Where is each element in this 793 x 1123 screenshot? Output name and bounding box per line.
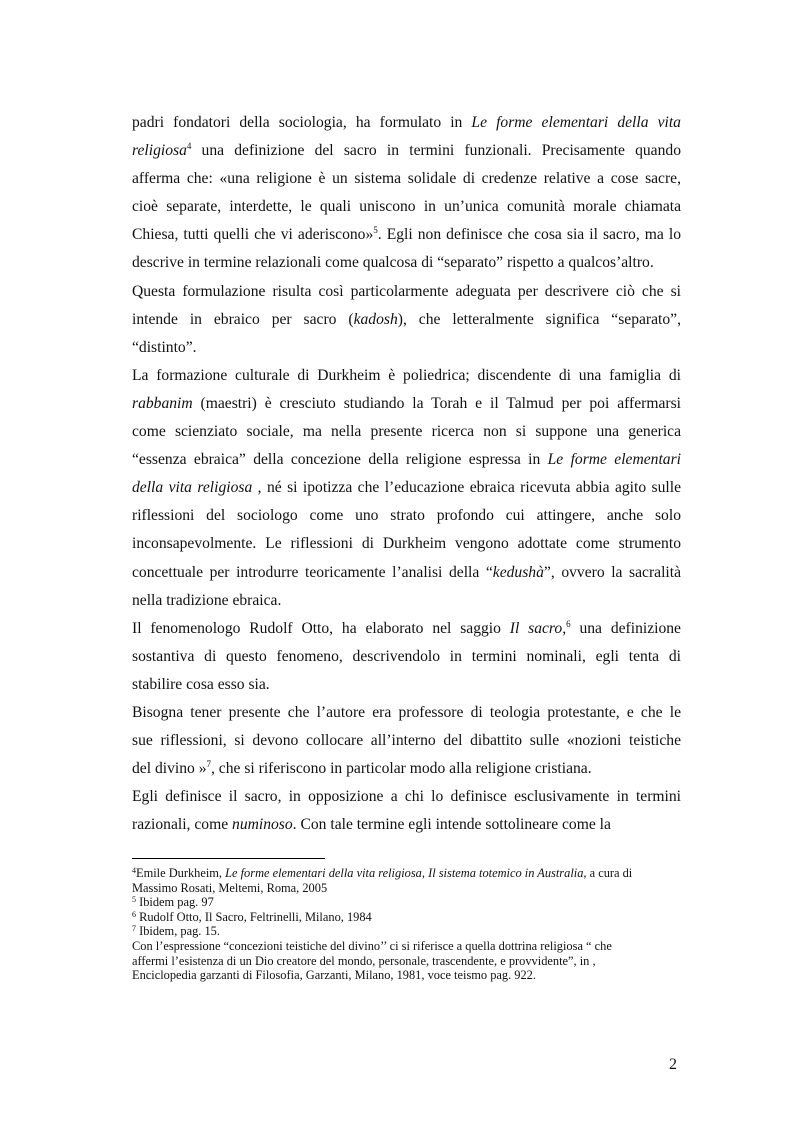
text-run: Ibidem, pag. 15.: [136, 924, 220, 939]
paragraph: [132, 109, 681, 278]
paragraph: [132, 278, 681, 362]
text-run: Ibidem pag. 97: [136, 895, 214, 910]
text-line: [132, 278, 681, 306]
footnote-ref: 6: [132, 909, 136, 919]
footnote-line: [132, 939, 692, 954]
text-run: intende in ebraico per sacro (: [132, 310, 354, 328]
body-text: [132, 109, 681, 839]
text-run: razionali, come: [132, 816, 233, 834]
italic-text: della vita religiosa: [132, 479, 253, 497]
footnote-line: [132, 881, 692, 896]
text-run: , che si riferiscono in particolar modo alla religione cristiana.: [211, 760, 592, 778]
italic-text: rabbanim: [132, 394, 193, 412]
page-number: 2: [669, 1056, 677, 1073]
text-run: afferma che: «una religione è un sistema solidale di credenze relative a cose sacre,: [132, 170, 681, 188]
paragraph: [132, 615, 681, 699]
text-run: “essenza ebraica” della concezione della religione espressa in: [132, 451, 548, 469]
italic-text: kedushà: [492, 563, 544, 581]
text-run: a cura di: [586, 866, 633, 880]
text-run: . Con tale termine egli intende sottolineare come la: [292, 816, 611, 834]
footnote-ref: 4: [186, 141, 192, 152]
text-line: [132, 334, 681, 362]
text-line: [132, 193, 681, 221]
paragraph: [132, 362, 681, 615]
text-line: [132, 137, 681, 165]
text-run: del divino »: [132, 760, 207, 778]
footnote-ref: 5: [132, 895, 136, 905]
text-line: [132, 109, 681, 137]
footnote-line: [132, 924, 692, 939]
text-line: [132, 221, 681, 249]
text-line: [132, 811, 681, 839]
italic-text: religiosa: [132, 142, 187, 160]
text-run: una definizione: [570, 619, 681, 637]
italic-text: kadosh: [353, 310, 398, 328]
footnote-line: [132, 895, 692, 910]
text-line: [132, 755, 681, 783]
italic-text: Le forme elementari della vita religiosa: [225, 866, 422, 880]
text-line: [132, 783, 681, 811]
text-line: [132, 530, 681, 558]
text-run: inconsapevolmente. Le riflessioni di Durkheim vengono adottate come strumento: [132, 535, 681, 553]
footnote-ref: 6: [566, 618, 571, 629]
italic-text: Le forme elementari della vita: [471, 114, 681, 131]
text-line: [132, 165, 681, 193]
text-line: [132, 306, 681, 334]
text-line: [132, 474, 681, 502]
text-run: una definizione del sacro in termini funzionali. Precisamente quando: [191, 142, 681, 160]
text-run: “distinto”.: [132, 338, 197, 356]
text-run: Con l’espressione “concezioni teistiche del divino’’ ci si riferisce a quella dottrina religiosa “ che: [132, 938, 612, 953]
text-run: Massimo Rosati, Meltemi, Roma, 2005: [132, 880, 328, 895]
text-run: Emile Durkheim,: [136, 866, 226, 880]
text-run: (maestri) è cresciuto studiando la Torah e il Talmud per poi affermarsi: [192, 394, 681, 412]
text-line: [132, 699, 681, 727]
text-run: nella tradizione ebraica.: [132, 591, 282, 609]
text-run: La formazione culturale di Durkheim è poliedrica; discendente di una famiglia di: [132, 366, 681, 384]
italic-text: Le forme elementari: [547, 451, 681, 469]
italic-text: Il sistema totemico in Australia,: [428, 866, 587, 880]
text-run: stabilire cosa esso sia.: [132, 675, 270, 693]
text-run: Enciclopedia garzanti di Filosofia, Garzanti, Milano, 1981, voce teismo pag. 922.: [132, 968, 536, 983]
footnote-line: [132, 954, 692, 969]
footnote-ref: 5: [373, 225, 378, 236]
text-line: [132, 418, 681, 446]
text-run: . Egli non definisce che cosa sia il sacro, ma lo: [377, 226, 681, 244]
footnote-ref: 7: [206, 759, 211, 770]
text-run: ”, ovvero la sacralità: [543, 563, 682, 581]
footnote-line: [132, 910, 692, 925]
text-run: riflessioni del sociologo come uno strato profondo cui attingere, anche solo: [132, 507, 681, 525]
footnote-separator: [132, 858, 325, 859]
text-run: sue riflessioni, si devono collocare all’interno del dibattito sulle «nozioni teistiche: [132, 732, 681, 750]
footnote-ref: 4: [132, 866, 136, 875]
text-run: Egli definisce il sacro, in opposizione a chi lo definisce esclusivamente in termini: [132, 788, 681, 806]
text-run: Il fenomenologo Rudolf Otto, ha elaborato nel saggio: [132, 619, 510, 637]
text-line: [132, 615, 681, 643]
text-run: cioè separate, interdette, le quali uniscono in un’unica comunità morale chiamata: [132, 198, 681, 216]
text-line: [132, 727, 681, 755]
italic-text: numinoso: [232, 816, 293, 834]
footnotes: [132, 866, 692, 983]
text-line: [132, 390, 681, 418]
text-line: [132, 643, 681, 671]
text-line: [132, 502, 681, 530]
text-run: descrive in termine relazionali come qualcosa di “separato” rispetto a qualcos’altro.: [132, 254, 654, 272]
text-run: Bisogna tener presente che l’autore era professore di teologia protestante, e che le: [132, 703, 681, 721]
text-run: padri fondatori della sociologia, ha formulato in: [132, 114, 472, 131]
text-run: come scienziato sociale, ma nella presente ricerca non si suppone una generica: [132, 423, 681, 441]
text-run: , né si ipotizza che l’educazione ebraica ricevuta abbia agito sulle: [252, 479, 681, 497]
text-run: Chiesa, tutti quelli che vi aderiscono»: [132, 226, 374, 244]
text-line: [132, 362, 681, 390]
text-run: ), che letteralmente significa “separato”,: [397, 310, 681, 328]
text-run: affermi l’esistenza di un Dio creatore del mondo, personale, trascendente, e provvidente”, in ,: [132, 953, 596, 968]
footnote-line: [132, 866, 692, 881]
text-run: Questa formulazione risulta così particolarmente adeguata per descrivere ciò che si: [132, 282, 681, 300]
text-line: [132, 446, 681, 474]
text-run: sostantiva di questo fenomeno, descrivendolo in termini nominali, egli tenta di: [132, 647, 681, 665]
footnote-ref: 7: [132, 924, 136, 934]
italic-text: Il sacro,: [509, 619, 567, 637]
text-run: concettuale per introdurre teoricamente l’analisi della “: [132, 563, 493, 581]
paragraph: [132, 783, 681, 839]
text-line: [132, 559, 681, 587]
text-run: ,: [421, 866, 429, 880]
text-line: [132, 587, 681, 615]
text-line: [132, 671, 681, 699]
text-line: [132, 249, 681, 277]
footnote-line: [132, 968, 692, 983]
paragraph: [132, 699, 681, 783]
text-run: Rudolf Otto, Il Sacro, Feltrinelli, Milano, 1984: [136, 909, 372, 924]
